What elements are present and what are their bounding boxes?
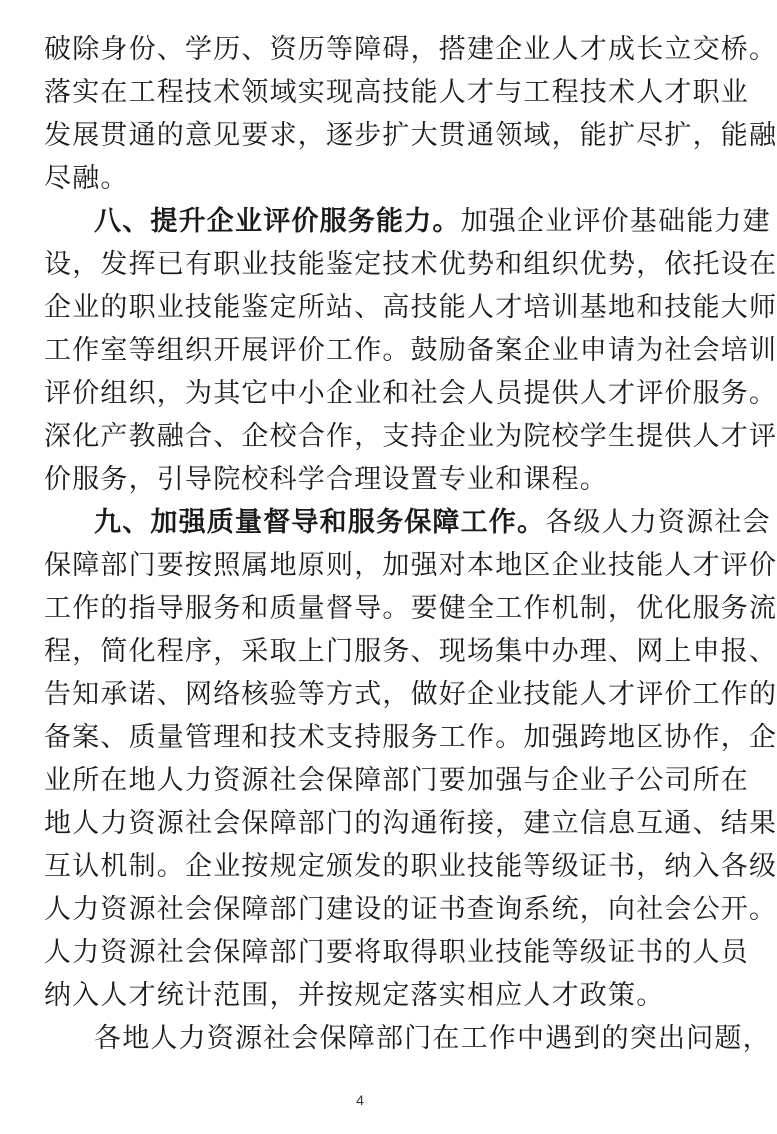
body-line-13: 保障部门要按照属地原则，加强对本地区企业技能人才评价 <box>44 550 777 581</box>
body-line-4: 尽融。 <box>44 163 129 194</box>
body-line-14: 工作的指导服务和质量督导。要健全工作机制，优化服务流 <box>44 593 777 624</box>
body-line-1: 破除身份、学历、资历等障碍，搭建企业人才成长立交桥。 <box>44 34 777 65</box>
body-line-11: 价服务，引导院校科学合理设置专业和课程。 <box>44 464 608 495</box>
body-line-9: 评价组织，为其它中小企业和社会人员提供人才评价服务。 <box>44 378 777 409</box>
body-line-8: 工作室等组织开展评价工作。鼓励备案企业申请为社会培训 <box>44 335 777 366</box>
body-line-18: 业所在地人力资源社会保障部门要加强与企业子公司所在 <box>44 765 749 796</box>
body-line-21: 人力资源社会保障部门建设的证书查询系统，向社会公开。 <box>44 894 777 925</box>
body-line-23: 纳入人才统计范围，并按规定落实相应人才政策。 <box>44 980 665 1011</box>
page-number: 4 <box>356 1092 364 1108</box>
section-8-heading: 八、提升企业评价服务能力。 <box>94 206 461 237</box>
body-line-7: 企业的职业技能鉴定所站、高技能人才培训基地和技能大师 <box>44 292 777 323</box>
body-line-16: 告知承诺、网络核验等方式，做好企业技能人才评价工作的 <box>44 679 777 710</box>
section-9-text: 各级人力资源社会 <box>545 507 771 538</box>
body-line-3: 发展贯通的意见要求，逐步扩大贯通领域，能扩尽扩，能融 <box>44 120 777 151</box>
section-8-text: 加强企业评价基础能力建 <box>460 206 771 237</box>
body-line-2: 落实在工程技术领域实现高技能人才与工程技术人才职业 <box>44 77 749 108</box>
body-line-17: 备案、质量管理和技术支持服务工作。加强跨地区协作，企 <box>44 722 777 753</box>
body-line-24: 各地人力资源社会保障部门在工作中遇到的突出问题， <box>94 1023 771 1054</box>
body-line-22: 人力资源社会保障部门要将取得职业技能等级证书的人员 <box>44 937 749 968</box>
body-line-19: 地人力资源社会保障部门的沟通衔接，建立信息互通、结果 <box>44 808 777 839</box>
body-line-6: 设，发挥已有职业技能鉴定技术优势和组织优势，依托设在 <box>44 249 777 280</box>
body-line-15: 程，简化程序，采取上门服务、现场集中办理、网上申报、 <box>44 636 777 667</box>
body-line-20: 互认机制。企业按规定颁发的职业技能等级证书，纳入各级 <box>44 851 777 882</box>
section-8-line <box>94 202 771 242</box>
section-9-heading: 九、加强质量督导和服务保障工作。 <box>94 507 546 538</box>
body-line-10: 深化产教融合、企校合作，支持企业为院校学生提供人才评 <box>44 421 777 452</box>
section-9-line <box>94 503 771 543</box>
